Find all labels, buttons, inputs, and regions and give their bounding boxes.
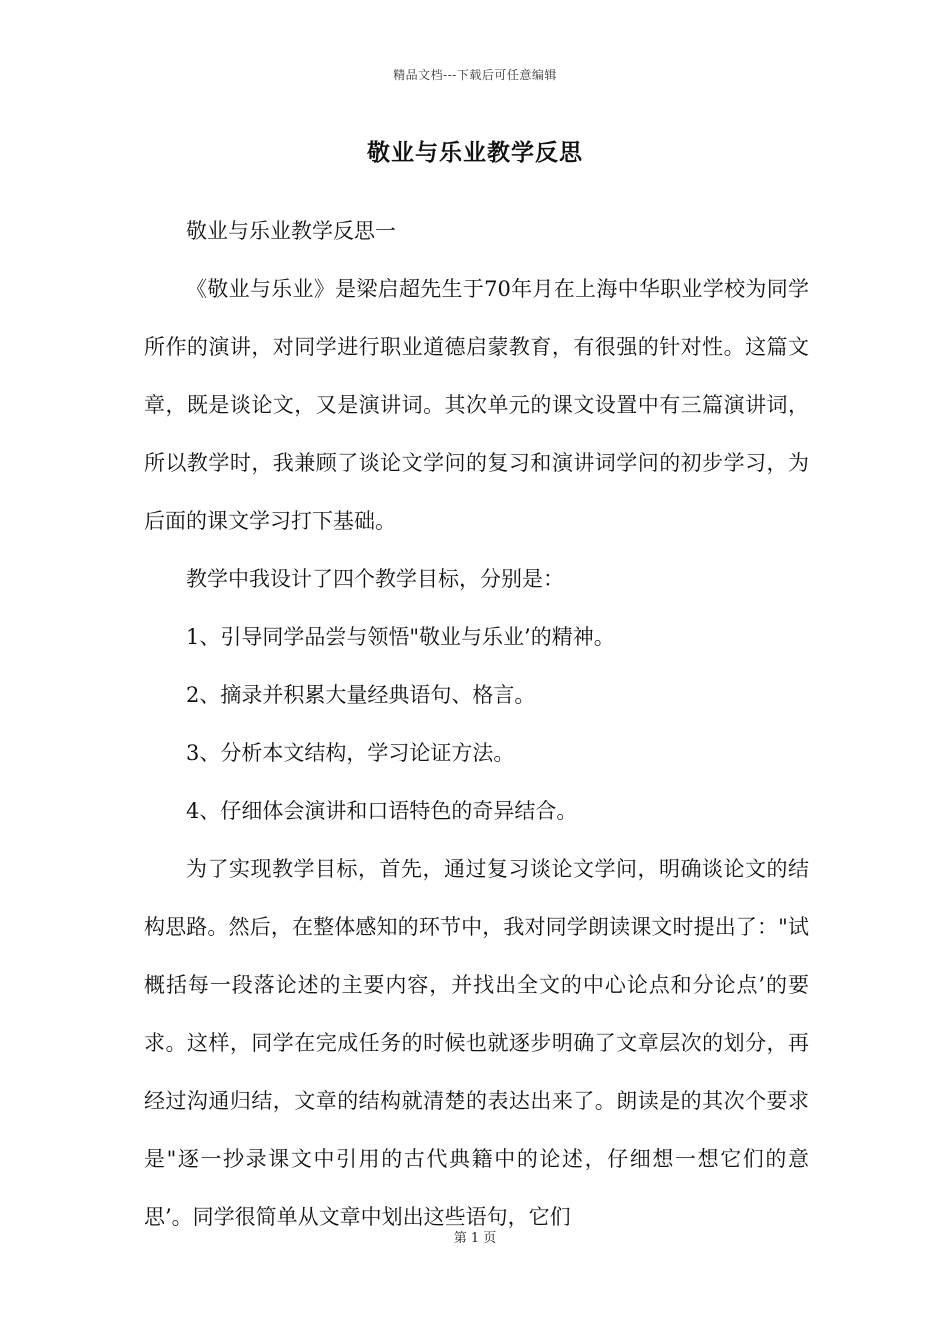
paragraph: 为了实现教学目标，首先，通过复习谈论文学问，明确谈论文的结构思路。然后，在整体感知的环节中，我对同学朗读课文时提出了："试概括每一段落论述的主要内容，并找出全文的中心论点和分论点’的要求。这样，同学在完成任务的时候也就逐步明确了文章层次的划分，再经过沟通归结，文章的结构就清楚的表达出来了。朗读是的其次个要求是"逐一抄录课文中引用的古代典籍中的论述，仔细想一想它们的意思’。同学很简单从文章中划出这些语句，它们 [144,857,809,1229]
list-item: 3、分析本文结构，学习论证方法。 [186,741,515,765]
document-body [144,202,809,1246]
section-heading: 敬业与乐业教学反思一 [186,219,396,243]
list-item: 2、摘录并积累大量经典语句、格言。 [186,683,536,707]
paragraph: 教学中我设计了四个教学目标，分别是： [186,567,564,591]
list-item: 4、仔细体会演讲和口语特色的奇异结合。 [186,799,578,823]
header-note: 精品文档---下载后可任意编辑 [393,68,557,82]
document-title: 敬业与乐业教学反思 [367,139,583,166]
paragraph: 《敬业与乐业》是梁启超先生于70年月在上海中华职业学校为同学所作的演讲，对同学进行职业道德启蒙教育，有很强的针对性。这篇文章，既是谈论文，又是演讲词。其次单元的课文设置中有三篇演讲词，所以教学时，我兼顾了谈论文学问的复习和演讲词学问的初步学习，为后面的课文学习打下基础。 [144,277,809,533]
list-item: 1、引导同学品尝与领悟"敬业与乐业’的精神。 [186,625,615,649]
page-number: 第 1 页 [453,1231,497,1246]
